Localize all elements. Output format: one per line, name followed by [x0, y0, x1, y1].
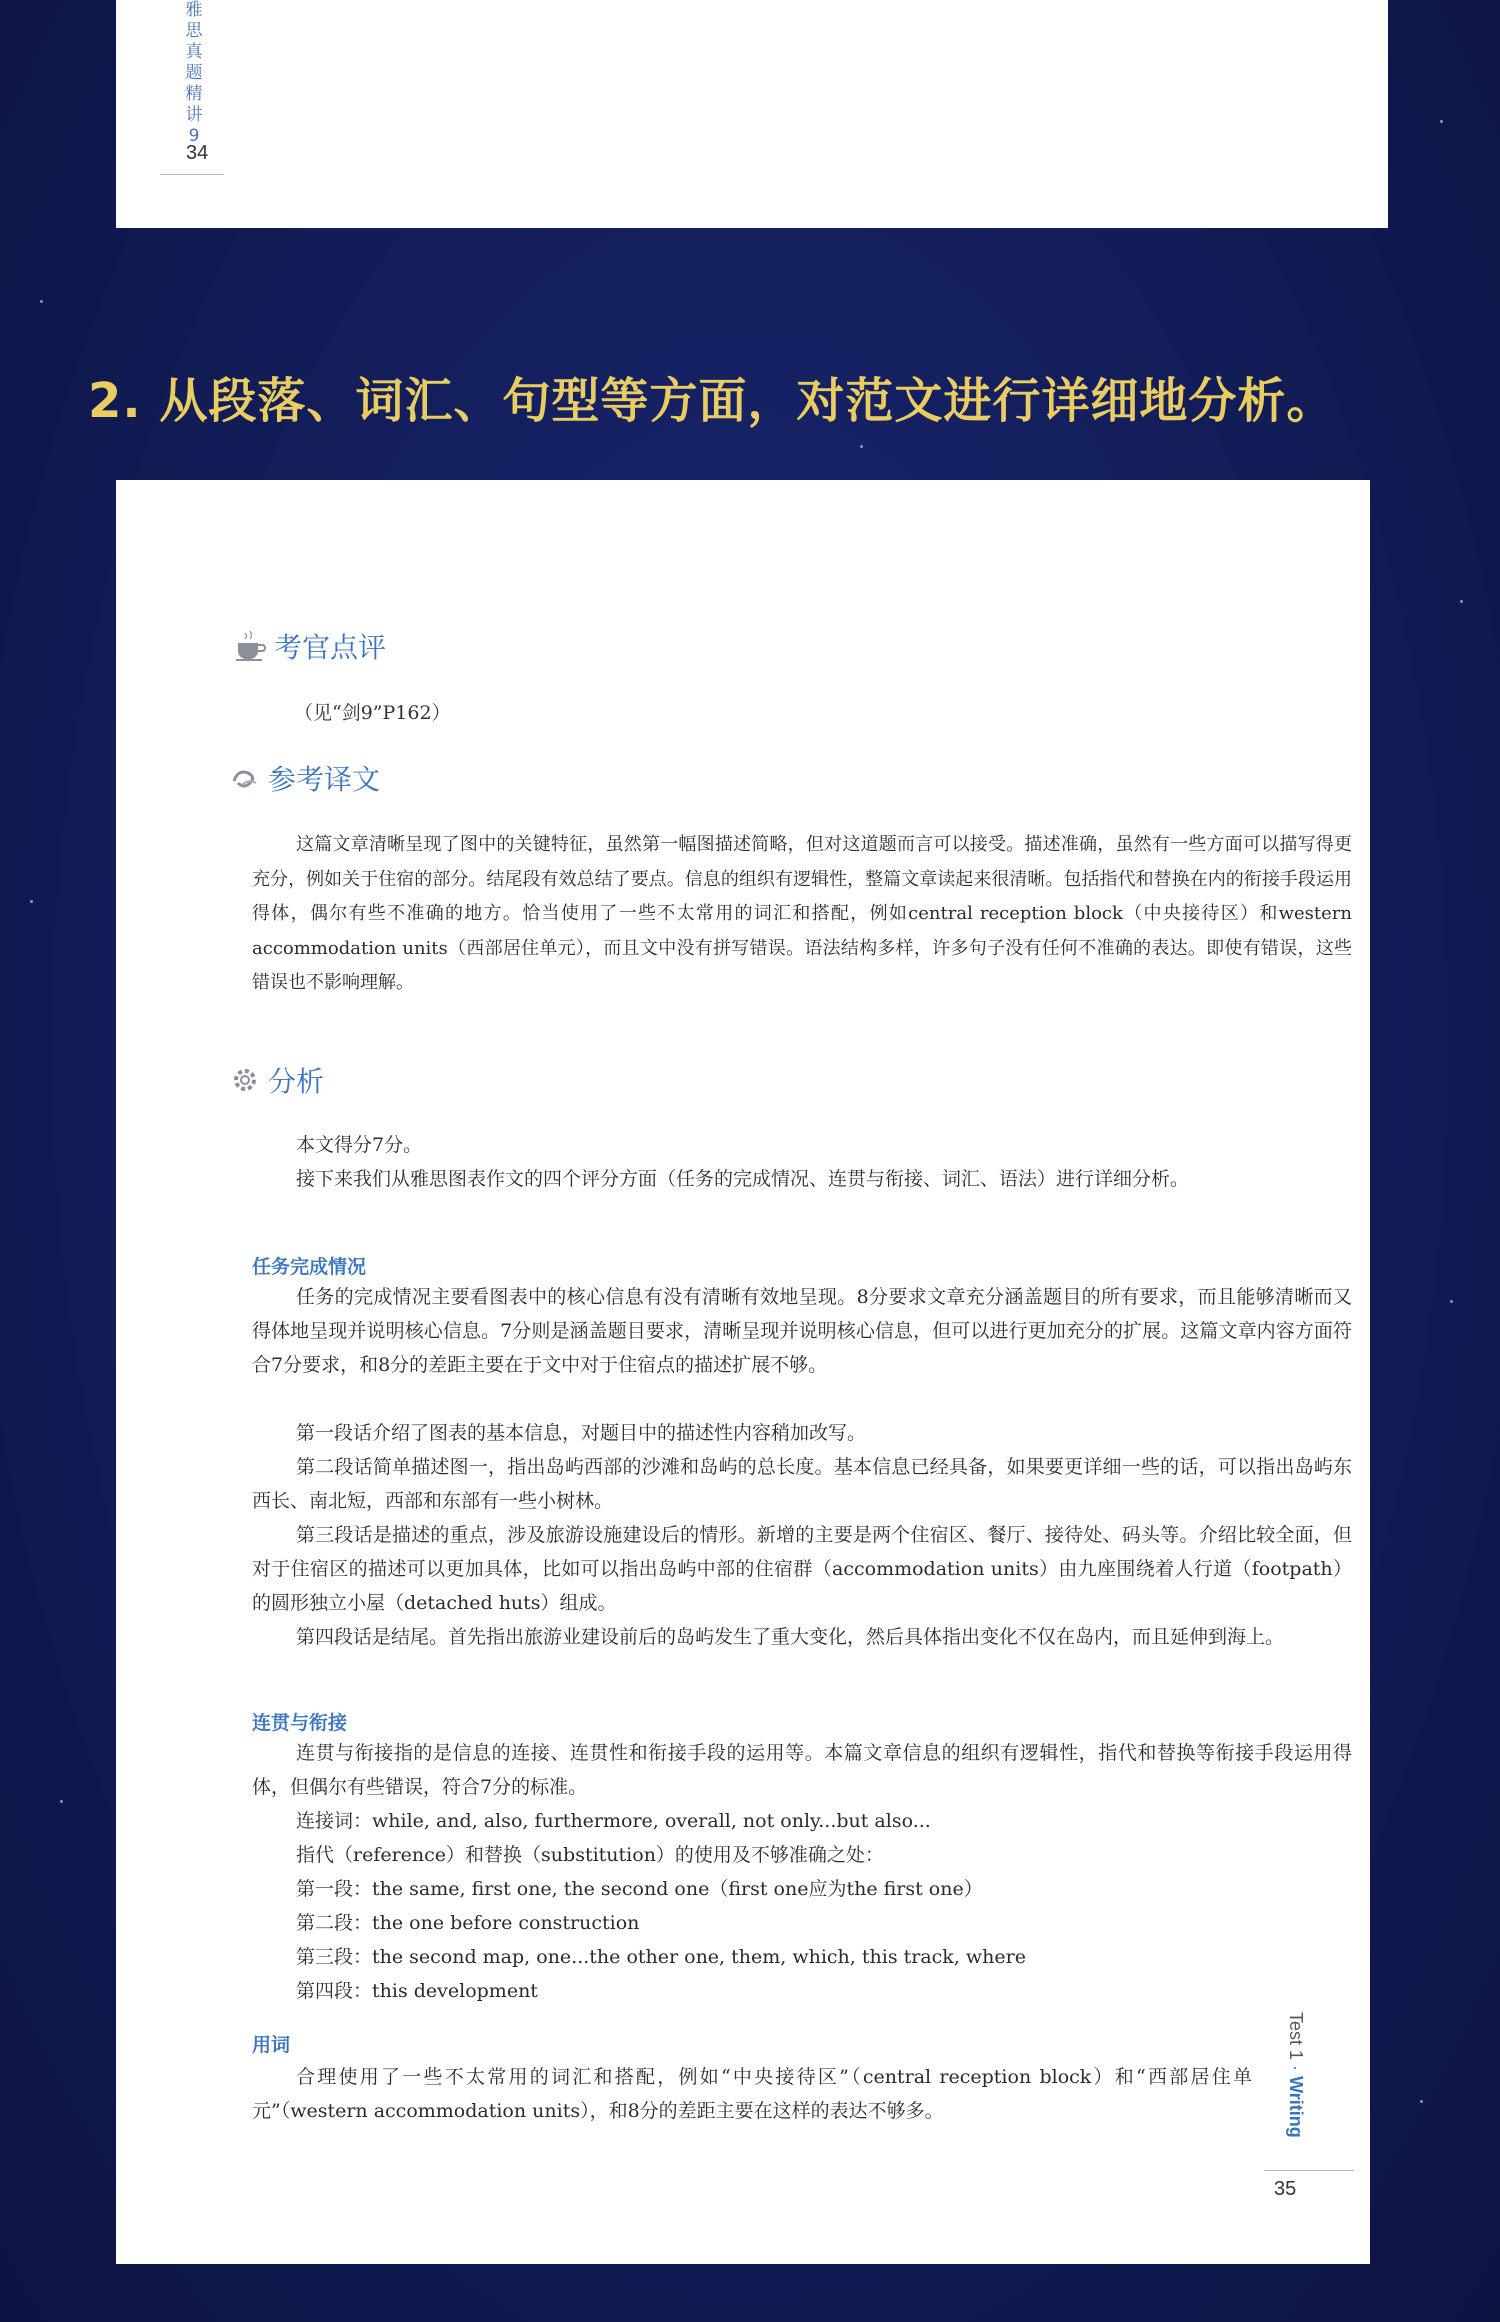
- section-heading: 2. 从段落、词汇、句型等方面，对范文进行详细地分析。: [88, 373, 1336, 429]
- examiner-heading: [234, 626, 386, 666]
- task-paragraph-4: 第三段话是描述的重点，涉及旅游设施建设后的情形。新增的主要是两个住宿区、餐厅、接待处、码头等。介绍比较全面，但对于住宿区的描述可以更加具体，比如可以指出岛屿中部的住宿群（accommodation units）由九座围绕着人行道（footpath）的圆形独立小屋（detached huts）组成。: [252, 1524, 1352, 1614]
- coherence-line: 第一段：the same, first one, the second one（first one应为the first one）: [296, 1878, 983, 1900]
- translation-title: 参考译文: [268, 763, 381, 796]
- coherence-paragraph: 连贯与衔接指的是信息的连接、连贯性和衔接手段的运用等。本篇文章信息的组织有逻辑性，指代和替换等衔接手段运用得体，但偶尔有些错误，符合7分的标准。: [252, 1742, 1352, 1798]
- vocab-title: 用词: [252, 2034, 291, 2056]
- analysis-score: 本文得分7分。: [296, 1134, 423, 1156]
- analysis-heading: [228, 1060, 324, 1100]
- translation-text: 这篇文章清晰呈现了图中的关键特征，虽然第一幅图描述简略，但对这道题而言可以接受。描述准确，虽然有一些方面可以描写得更充分，例如关于住宿的部分。结尾段有效总结了要点。信息的组织有逻辑性，整篇文章读起来很清晰。包括指代和替换在内的衔接手段运用得体，偶尔有些不准确的地方。恰当使用了一些不太常用的词汇和搭配，例如central reception block（中央接待区）和western accommodation units（西部居住单元），而且文中没有拼写错误。语法结构多样，许多句子没有任何不准确的表达。即使有错误，这些错误也不影响理解。: [252, 834, 1352, 993]
- task-paragraph-2: 第一段话介绍了图表的基本信息，对题目中的描述性内容稍加改写。: [296, 1422, 867, 1444]
- task-paragraph-3: 第二段话简单描述图一，指出岛屿西部的沙滩和岛屿的总长度。基本信息已经具备，如果要更详细一些的话，可以指出岛屿东西长、南北短，西部和东部有一些小树林。: [252, 1456, 1352, 1512]
- label-separator: ·: [1286, 2065, 1306, 2072]
- coherence-line: 第四段：this development: [296, 1980, 538, 2002]
- previous-page: [116, 0, 1388, 228]
- task-paragraph-5: 第四段话是结尾。首先指出旅游业建设前后的岛屿发生了重大变化，然后具体指出变化不仅在岛内，而且延伸到海上。: [296, 1626, 1285, 1648]
- document-page: [116, 480, 1370, 2264]
- gear-icon: [228, 1063, 262, 1097]
- page-rule: [1264, 2170, 1354, 2171]
- test-writing-label: [1276, 2012, 1306, 2182]
- page-rule: [160, 174, 224, 175]
- task-title: 任务完成情况: [252, 1256, 367, 1278]
- coherence-line: 连接词：while, and, also, furthermore, overall, not only...but also...: [296, 1810, 931, 1832]
- coherence-line: 指代（reference）和替换（substitution）的使用及不够准确之处：: [296, 1844, 884, 1866]
- analysis-title: 分析: [268, 1065, 325, 1098]
- coffee-cup-icon: [234, 629, 268, 663]
- vocab-paragraph: 合理使用了一些不太常用的词汇和搭配，例如“中央接待区”（central reception block）和“西部居住单元”（western accommodation units），和8分的差距主要在这样的表达不够多。: [252, 2066, 1252, 2122]
- test-label: Test 1: [1286, 2012, 1306, 2061]
- writing-label: Writing: [1286, 2076, 1306, 2138]
- examiner-title: 考官点评: [274, 631, 387, 664]
- coherence-title: 连贯与衔接: [252, 1712, 348, 1734]
- examiner-note: （见“剑9”P162）: [294, 702, 451, 724]
- translation-heading: [228, 758, 380, 798]
- analysis-intro: 接下来我们从雅思图表作文的四个评分方面（任务的完成情况、连贯与衔接、词汇、语法）进行详细分析。: [296, 1168, 1190, 1190]
- swirl-icon: [228, 761, 262, 795]
- page-number: 35: [1274, 2178, 1297, 2200]
- book-title-vertical: 雅思真题精讲9: [185, 0, 203, 146]
- coherence-line: 第二段：the one before construction: [296, 1912, 640, 1934]
- page-number-top: 34: [186, 142, 209, 164]
- coherence-line: 第三段：the second map, one...the other one, them, which, this track, where: [296, 1946, 1026, 1968]
- task-paragraph-1: 任务的完成情况主要看图表中的核心信息有没有清晰有效地呈现。8分要求文章充分涵盖题目的所有要求，而且能够清晰而又得体地呈现并说明核心信息。7分则是涵盖题目要求，清晰呈现并说明核心信息，但可以进行更加充分的扩展。这篇文章内容方面符合7分要求，和8分的差距主要在于文中对于住宿点的描述扩展不够。: [252, 1286, 1352, 1376]
